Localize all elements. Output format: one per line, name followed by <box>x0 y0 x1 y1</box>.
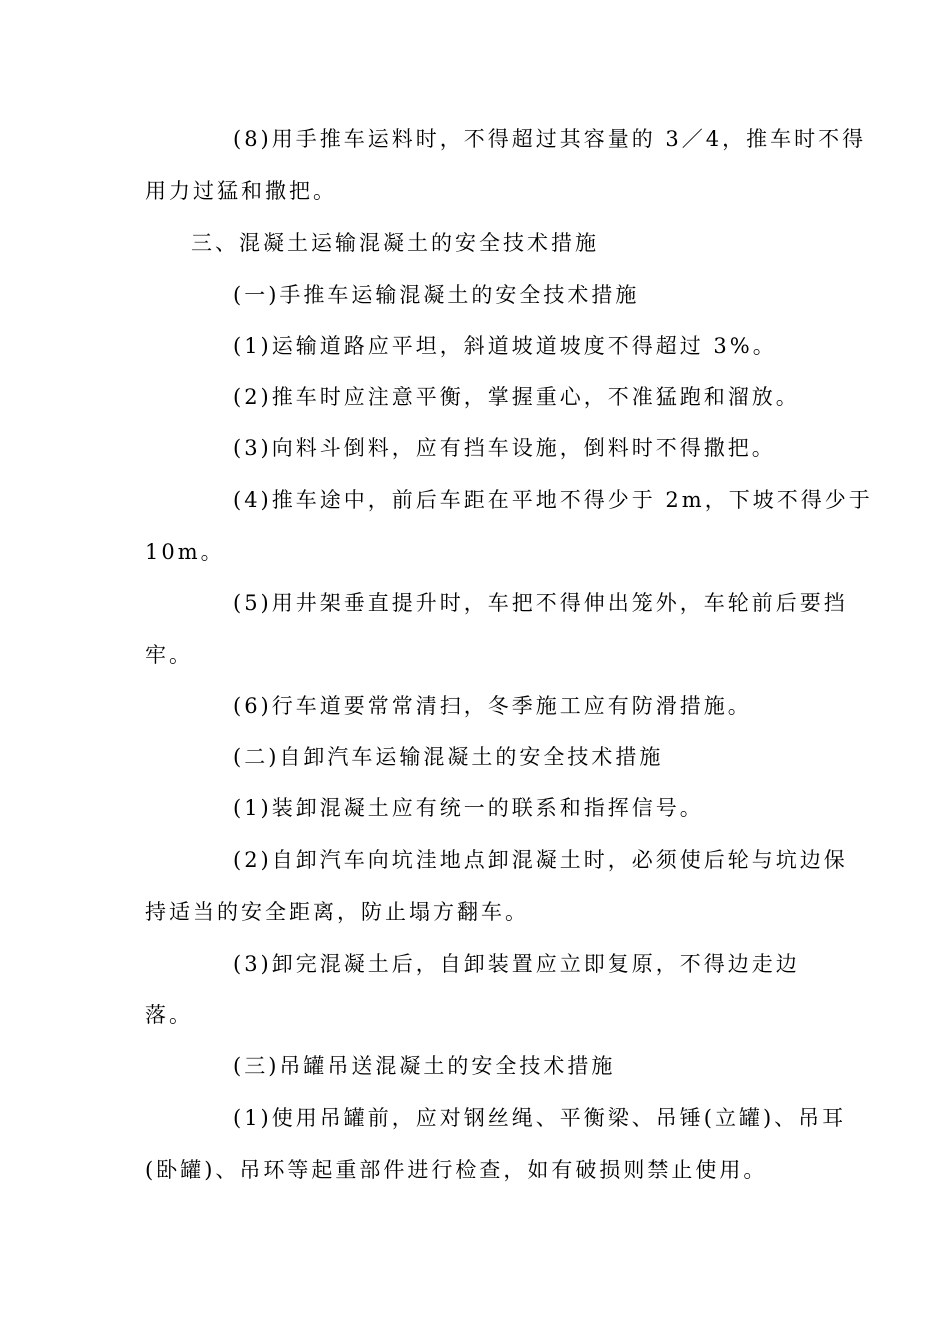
paragraph-line: (3)向料斗倒料，应有挡车设施，倒料时不得撒把。 <box>233 436 776 460</box>
paragraph-line: 牢。 <box>145 643 193 667</box>
paragraph-line: (1)运输道路应平坦，斜道坡道坡度不得超过 3%。 <box>233 334 777 358</box>
paragraph-line: 持适当的安全距离，防止塌方翻车。 <box>145 900 529 924</box>
paragraph-line: 用力过猛和撒把。 <box>145 179 337 203</box>
section-heading: 三、混凝土运输混凝土的安全技术措施 <box>191 231 599 255</box>
paragraph-line: (3)卸完混凝土后，自卸装置应立即复原，不得边走边 <box>233 952 800 976</box>
paragraph-line: 落。 <box>145 1003 193 1027</box>
paragraph-line: (2)自卸汽车向坑洼地点卸混凝土时，必须使后轮与坑边保 <box>233 848 848 872</box>
paragraph-line: (1)装卸混凝土应有统一的联系和指挥信号。 <box>233 796 704 820</box>
subsection-heading: (三)吊罐吊送混凝土的安全技术措施 <box>233 1054 616 1078</box>
paragraph-line: 10m。 <box>145 540 225 564</box>
paragraph-line: (4)推车途中，前后车距在平地不得少于 2m，下坡不得少于 <box>233 488 873 512</box>
paragraph-line: (卧罐)、吊环等起重部件进行检查，如有破损则禁止使用。 <box>145 1158 768 1182</box>
paragraph-line: (6)行车道要常常清扫，冬季施工应有防滑措施。 <box>233 694 752 718</box>
subsection-heading: (二)自卸汽车运输混凝土的安全技术措施 <box>233 745 664 769</box>
paragraph-line: (2)推车时应注意平衡，掌握重心，不准猛跑和溜放。 <box>233 385 800 409</box>
subsection-heading: (一)手推车运输混凝土的安全技术措施 <box>233 283 640 307</box>
paragraph-line: (1)使用吊罐前，应对钢丝绳、平衡梁、吊锤(立罐)、吊耳 <box>233 1106 847 1130</box>
paragraph-line: (8)用手推车运料时，不得超过其容量的 3／4，推车时不得 <box>233 127 867 151</box>
paragraph-line: (5)用井架垂直提升时，车把不得伸出笼外，车轮前后要挡 <box>233 591 848 615</box>
